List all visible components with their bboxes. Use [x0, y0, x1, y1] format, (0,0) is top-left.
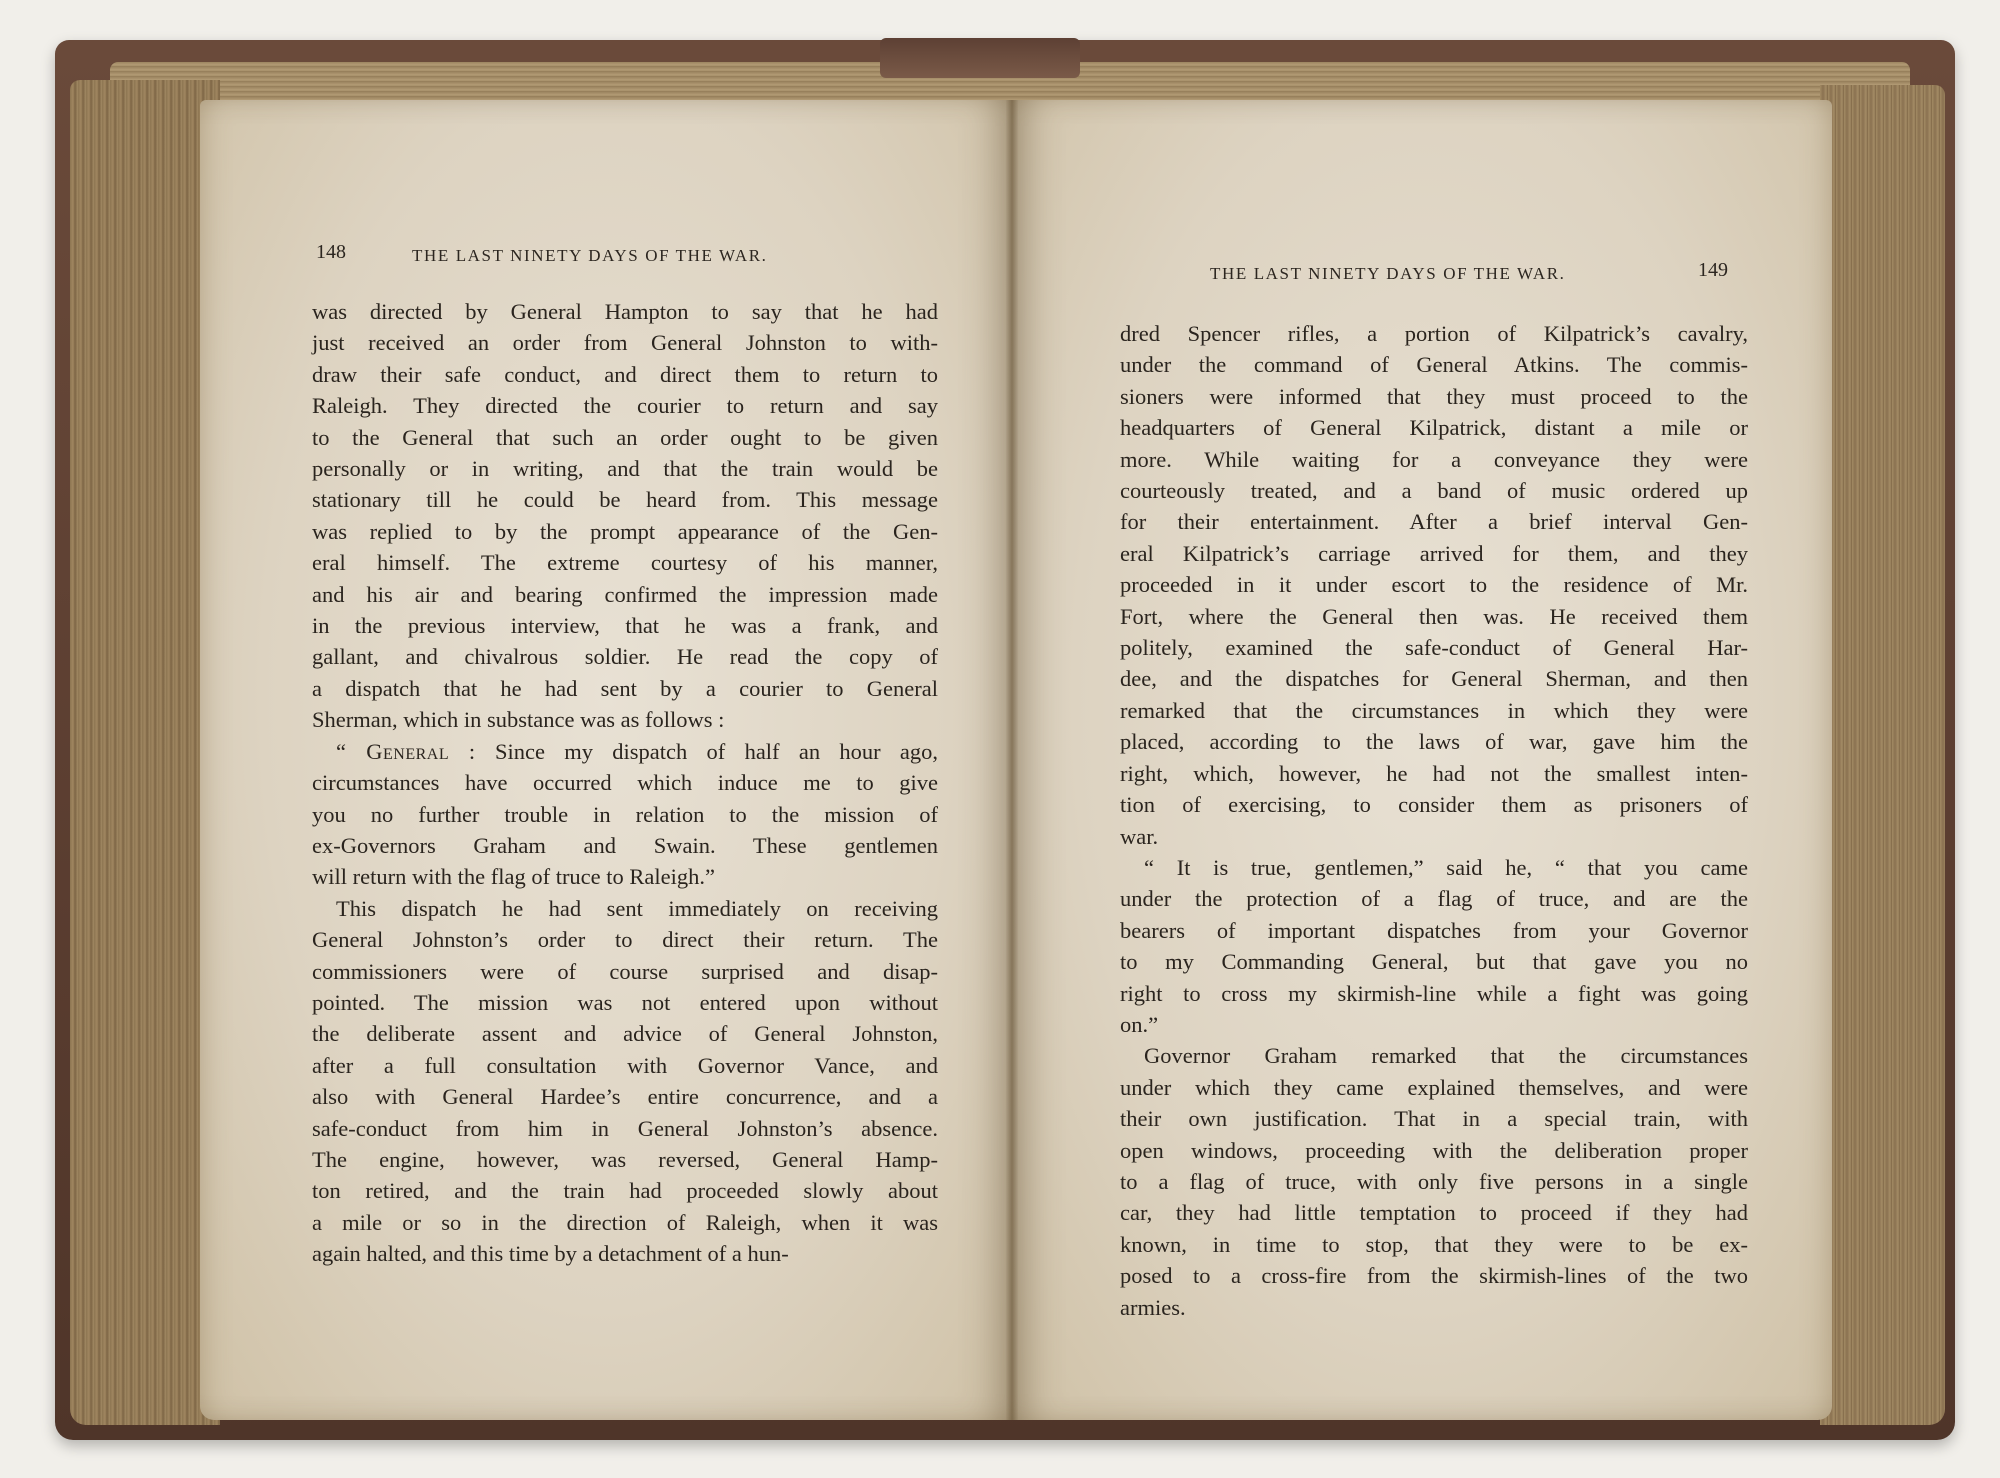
text-line: sioners were informed that they must proceed to the	[1120, 383, 1748, 409]
text-line: stationary till he could be heard from. This message	[312, 487, 938, 513]
text-line: you no further trouble in relation to the mission of	[312, 801, 938, 827]
text-line: ex-Governors Graham and Swain. These gentlemen	[312, 832, 938, 858]
text-line: circumstances have occurred which induce me to give	[312, 770, 938, 796]
text-line: pointed. The mission was not entered upon without	[312, 989, 938, 1015]
text-line: placed, according to the laws of war, gave him the	[1120, 729, 1748, 755]
salutation: “ General :	[336, 738, 476, 764]
page-block-left-edge	[70, 80, 220, 1425]
text-line: “ General : Since my dispatch of half an hour ago,	[336, 738, 938, 764]
text-line: eral Kilpatrick’s carriage arrived for them, and they	[1120, 540, 1748, 566]
text-line: “ It is true, gentlemen,” said he, “ that you came	[1144, 854, 1748, 880]
text-line: posed to a cross-fire from the skirmish-lines of the two	[1120, 1263, 1748, 1289]
text-line: gallant, and chivalrous soldier. He read the copy of	[312, 644, 938, 670]
text-line: to my Commanding General, but that gave you no	[1120, 949, 1748, 975]
text-line: right to cross my skirmish-line while a fight was going	[1120, 980, 1748, 1006]
text-line: was directed by General Hampton to say that he had	[312, 299, 938, 324]
text-line: eral himself. The extreme courtesy of his manner,	[312, 550, 938, 576]
text-line: personally or in writing, and that the train would be	[312, 456, 938, 482]
text-line: remarked that the circumstances in which they were	[1120, 697, 1748, 723]
text-line: The engine, however, was reversed, General Hamp-	[312, 1146, 938, 1172]
text-line: draw their safe conduct, and direct them to return to	[312, 361, 938, 387]
text-line: under the command of General Atkins. The commis-	[1120, 352, 1748, 378]
text-line: Sherman, which in substance was as follows :	[312, 707, 725, 733]
text-line: their own justification. That in a special train, with	[1120, 1106, 1748, 1132]
text-line: just received an order from General Johnston to with-	[312, 330, 938, 356]
text-line: politely, examined the safe-conduct of General Har-	[1120, 635, 1748, 661]
text-line: for their entertainment. After a brief interval Gen-	[1120, 509, 1748, 535]
text-line: bearers of important dispatches from your Governor	[1120, 917, 1748, 943]
text-line: under which they came explained themselves, and were	[1120, 1074, 1748, 1100]
paragraph	[312, 893, 938, 1270]
text-line: This dispatch he had sent immediately on receiving	[336, 895, 938, 921]
text-line: courteously treated, and a band of music ordered up	[1120, 478, 1748, 504]
text-line: proceeded in it under escort to the residence of Mr.	[1120, 572, 1748, 598]
paragraph	[1120, 318, 1748, 852]
paragraph	[312, 736, 938, 893]
text-line: also with General Hardee’s entire concurrence, and a	[312, 1084, 938, 1110]
text-line: was replied to by the prompt appearance of the Gen-	[312, 518, 938, 544]
text-line: a mile or so in the direction of Raleigh, when it was	[312, 1209, 938, 1235]
text-line: headquarters of General Kilpatrick, distant a mile or	[1120, 415, 1748, 441]
text-line: car, they had little temptation to proceed if they had	[1120, 1200, 1748, 1226]
text-line: after a full consultation with Governor Vance, and	[312, 1052, 938, 1078]
paragraph	[1120, 852, 1748, 1040]
spine-headcap	[880, 38, 1080, 78]
text-line: Governor Graham remarked that the circumstances	[1144, 1043, 1748, 1069]
text-line: right, which, however, he had not the smallest inten-	[1120, 760, 1748, 786]
text-line: General Johnston’s order to direct their return. The	[312, 927, 938, 953]
text-line: on.”	[1120, 1011, 1159, 1037]
text-line: Fort, where the General then was. He received them	[1120, 603, 1748, 629]
text-line: and his air and bearing confirmed the impression made	[312, 581, 938, 607]
text-line: again halted, and this time by a detachment of a hun-	[312, 1241, 789, 1267]
text-line: to the General that such an order ought to be given	[312, 424, 938, 450]
paragraph	[1120, 1040, 1748, 1323]
page-block-right-edge	[1820, 85, 1945, 1425]
right-running-head: THE LAST NINETY DAYS OF THE WAR.	[1210, 264, 1566, 283]
text-line: tion of exercising, to consider them as prisoners of	[1120, 792, 1748, 818]
text-line: ton retired, and the train had proceeded slowly about	[312, 1178, 938, 1204]
left-page-body	[312, 296, 938, 1270]
text-line: Raleigh. They directed the courier to return and say	[312, 393, 938, 419]
text-line: open windows, proceeding with the deliberation proper	[1120, 1137, 1748, 1163]
text-line: armies.	[1120, 1294, 1186, 1320]
book-gutter	[1006, 100, 1018, 1420]
text-line: in the previous interview, that he was a frank, and	[312, 613, 938, 639]
text-line: known, in time to stop, that they were to be ex-	[1120, 1231, 1748, 1257]
text-line: a dispatch that he had sent by a courier to General	[312, 675, 938, 701]
text-line: to a flag of truce, with only five persons in a single	[1120, 1168, 1748, 1194]
right-page-number: 149	[1698, 259, 1728, 281]
right-page-body	[1120, 318, 1748, 1323]
text-line: dee, and the dispatches for General Sherman, and then	[1120, 666, 1748, 692]
text-line: commissioners were of course surprised and disap-	[312, 958, 938, 984]
left-page-number: 148	[316, 241, 346, 263]
text-line: more. While waiting for a conveyance they were	[1120, 446, 1748, 472]
left-running-head: THE LAST NINETY DAYS OF THE WAR.	[412, 246, 768, 265]
text-line: dred Spencer rifles, a portion of Kilpatrick’s cavalry,	[1120, 321, 1748, 346]
text-line: will return with the flag of truce to Raleigh.”	[312, 864, 716, 890]
text-line: under the protection of a flag of truce, and are the	[1120, 886, 1748, 912]
text-line: war.	[1120, 823, 1159, 849]
paragraph	[312, 296, 938, 736]
text-line: the deliberate assent and advice of General Johnston,	[312, 1021, 938, 1047]
text-line: safe-conduct from him in General Johnston’s absence.	[312, 1115, 938, 1141]
